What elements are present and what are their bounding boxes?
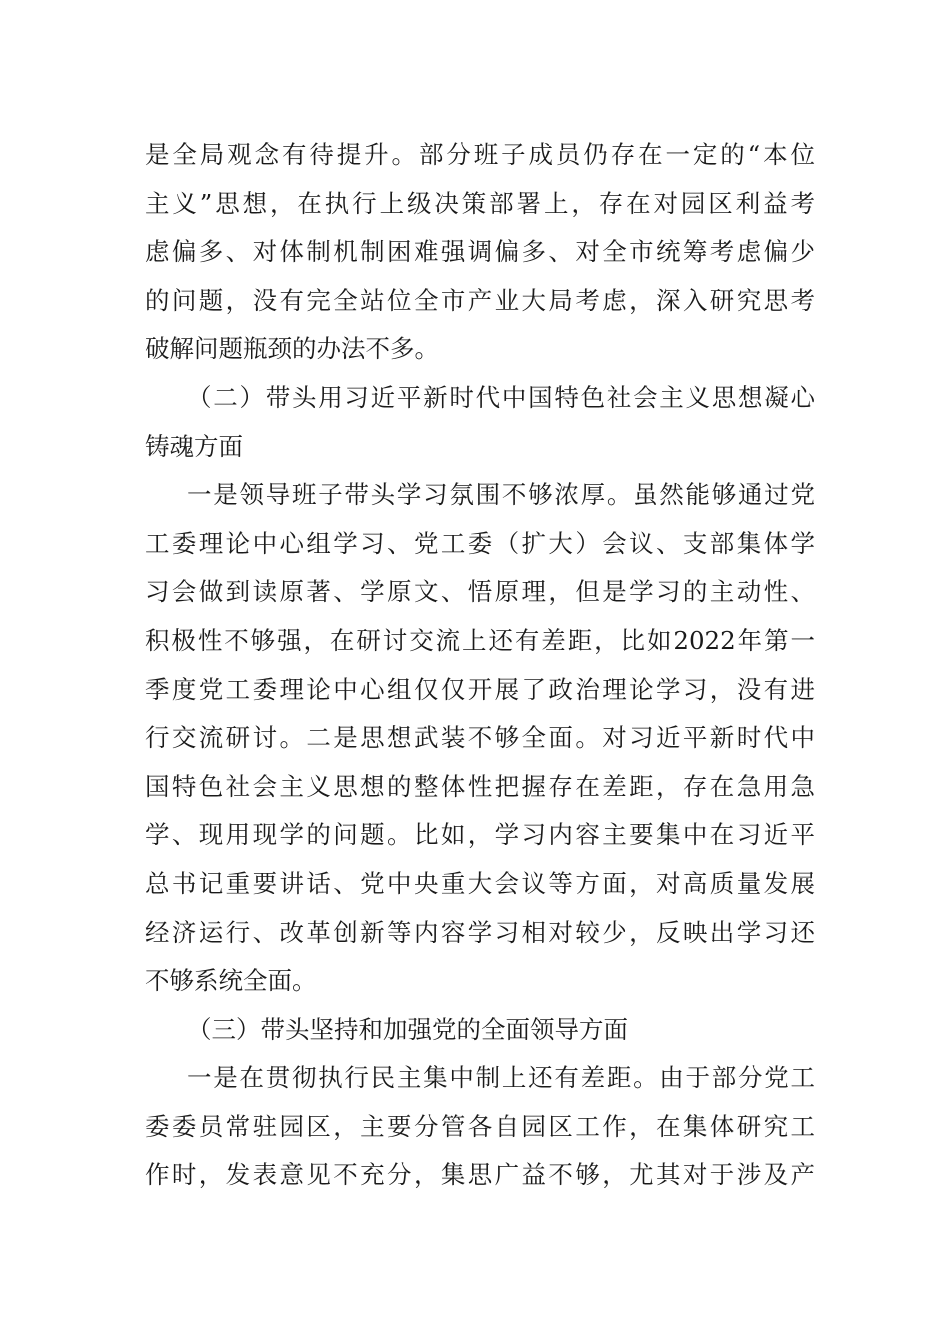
text-line: 作时，发表意见不充分，集思广益不够，尤其对于涉及产 (145, 1160, 815, 1190)
text-line: 总书记重要讲话、党中央重大会议等方面，对高质量发展 (145, 868, 815, 898)
section-heading: （二）带头用习近平新时代中国特色社会主义思想凝心 (187, 382, 815, 412)
text-line: 一是在贯彻执行民主集中制上还有差距。由于部分党工 (187, 1063, 815, 1093)
text-line: 委委员常驻园区，主要分管各自园区工作，在集体研究工 (145, 1111, 815, 1141)
text-line: 虑偏多、对体制机制困难强调偏多、对全市统筹考虑偏少 (145, 237, 815, 267)
text-line: 季度党工委理论中心组仅仅开展了政治理论学习，没有进 (145, 674, 815, 704)
text-line: 主义”思想，在执行上级决策部署上，存在对园区利益考 (145, 188, 815, 218)
text-line: 一是领导班子带头学习氛围不够浓厚。虽然能够通过党 (187, 480, 815, 510)
text-line: 习会做到读原著、学原文、悟原理，但是学习的主动性、 (145, 577, 815, 607)
document-body (145, 131, 815, 1200)
text-line: 经济运行、改革创新等内容学习相对较少，反映出学习还 (145, 917, 815, 947)
text-line: 的问题，没有完全站位全市产业大局考虑，深入研究思考 (145, 285, 815, 315)
section-heading: （三）带头坚持和加强党的全面领导方面 (187, 1014, 628, 1044)
text-line: 行交流研讨。二是思想武装不够全面。对习近平新时代中 (145, 723, 815, 753)
text-line: 积极性不够强，在研讨交流上还有差距，比如2022年第一 (145, 625, 815, 655)
text-line: 国特色社会主义思想的整体性把握存在差距，存在急用急 (145, 771, 815, 801)
text-line: 学、现用现学的问题。比如，学习内容主要集中在习近平 (145, 820, 815, 850)
text-line: 不够系统全面。 (145, 966, 317, 996)
section-heading-continuation: 铸魂方面 (145, 431, 243, 461)
text-line: 工委理论中心组学习、党工委（扩大）会议、支部集体学 (145, 528, 815, 558)
text-line: 是全局观念有待提升。部分班子成员仍存在一定的“本位 (145, 140, 815, 169)
text-line: 破解问题瓶颈的办法不多。 (145, 334, 439, 364)
